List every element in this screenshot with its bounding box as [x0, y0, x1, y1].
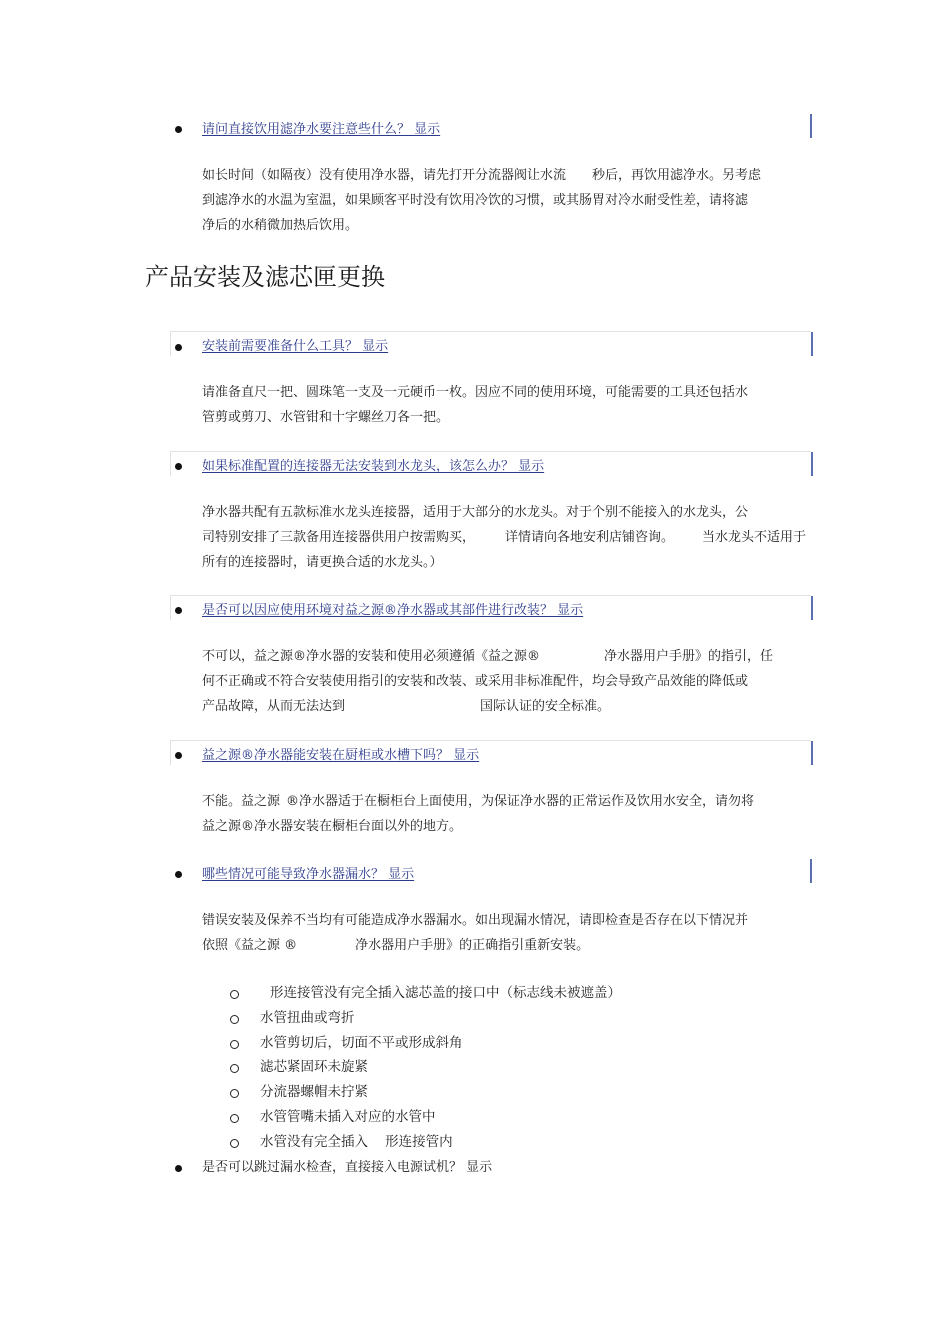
sub-list-item: 水管管嘴未插入对应的水管中: [260, 1109, 436, 1125]
frame-edge: [811, 452, 813, 476]
faq-question-link[interactable]: 益之源®净水器能安装在厨柜或水槽下吗？ 显示: [202, 748, 480, 763]
answer-text: 如长时间（如隔夜）没有使用净水器，请先打开分流器阀让水流: [202, 168, 567, 183]
answer-text: 不可以，益之源®净水器的安装和使用必须遵循《益之源®: [202, 649, 541, 664]
answer-text: 产品故障，从而无法达到: [202, 699, 346, 714]
bullet: [175, 126, 182, 133]
section-title: 产品安装及滤芯匣更换: [145, 263, 385, 291]
answer-text: 司特别安排了三款备用连接器供用户按需购买，: [202, 530, 476, 545]
answer-text: 何不正确或不符合安装使用指引的安装和改装、或采用非标准配件，均会导致产品效能的降低或: [202, 674, 749, 689]
faq-question-link[interactable]: 是否可以跳过漏水检查，直接接入电源试机？ 显示: [202, 1160, 493, 1175]
answer-text: ®净水器适于在橱柜台上面使用，为保证净水器的正常运作及饮用水安全，请勿将: [286, 794, 755, 809]
sub-list-item: 形连接管没有完全插入滤芯盖的接口中（标志线未被遮盖）: [270, 985, 621, 1001]
answer-text: 秒后，再饮用滤净水。另考虑: [592, 168, 762, 183]
answer-text: 净水器用户手册》的正确指引重新安装。: [355, 938, 590, 953]
answer-text: 净水器用户手册》的指引，任: [604, 649, 774, 664]
frame-edge: [811, 741, 813, 765]
faq-question-link[interactable]: 请问直接饮用滤净水要注意些什么？ 显示: [202, 122, 441, 137]
sub-bullet: [230, 990, 239, 999]
answer-text: 净后的水稍微加热后饮用。: [202, 218, 359, 233]
bullet: [175, 463, 182, 470]
frame-edge: [811, 596, 813, 620]
sub-bullet: [230, 1040, 239, 1049]
frame-edge: [811, 332, 813, 356]
sub-list-item: 分流器螺帽未拧紧: [260, 1084, 368, 1100]
bullet: [175, 607, 182, 614]
faq-question-link[interactable]: 如果标准配置的连接器无法安装到水龙头，该怎么办？ 显示: [202, 459, 545, 474]
answer-text: 管剪或剪刀、水管钳和十字螺丝刀各一把。: [202, 410, 450, 425]
sub-bullet: [230, 1089, 239, 1098]
faq-answer-6: [202, 908, 748, 958]
sub-list-item: 水管扭曲或弯折: [260, 1010, 355, 1026]
faq-answer-5: [202, 789, 754, 839]
answer-text: 当水龙头不适用于: [702, 530, 807, 545]
sub-bullet: [230, 1139, 239, 1148]
faq-answer-4: [202, 644, 773, 719]
frame-edge: [810, 114, 812, 138]
answer-text: 益之源®净水器安装在橱柜台面以外的地方。: [202, 819, 463, 834]
answer-text: 详情请向各地安利店铺咨询。: [505, 530, 675, 545]
answer-text: 错误安装及保养不当均有可能造成净水器漏水。如出现漏水情况，请即检查是否存在以下情况并: [202, 913, 749, 928]
sub-bullet: [230, 1015, 239, 1024]
bullet: [175, 1165, 182, 1172]
faq-answer-3: [202, 500, 806, 575]
answer-text: 净水器共配有五款标准水龙头连接器，适用于大部分的水龙头。对于个别不能接入的水龙头，公: [202, 505, 749, 520]
faq-question-link[interactable]: 哪些情况可能导致净水器漏水？ 显示: [202, 867, 415, 882]
sub-list-item: 水管没有完全插入 形连接管内: [260, 1134, 453, 1150]
bullet: [175, 752, 182, 759]
sub-bullet: [230, 1114, 239, 1123]
faq-question-link[interactable]: 安装前需要准备什么工具？ 显示: [202, 339, 389, 354]
sub-list-item: 水管剪切后，切面不平或形成斜角: [260, 1035, 463, 1051]
frame-edge: [810, 859, 812, 883]
answer-text: 所有的连接器时，请更换合适的水龙头。）: [202, 555, 443, 570]
bullet: [175, 344, 182, 351]
sub-bullet: [230, 1064, 239, 1073]
faq-answer-2: [202, 380, 748, 430]
faq-question-link[interactable]: 是否可以因应使用环境对益之源®净水器或其部件进行改装？ 显示: [202, 603, 584, 618]
answer-text: 请准备直尺一把、圆珠笔一支及一元硬币一枚。因应不同的使用环境，可能需要的工具还包括水: [202, 385, 749, 400]
bullet: [175, 871, 182, 878]
answer-text: 国际认证的安全标准。: [480, 699, 611, 714]
answer-text: 到滤净水的水温为室温，如果顾客平时没有饮用冷饮的习惯，或其肠胃对冷水耐受性差，请将滤: [202, 193, 749, 208]
faq-answer-1: [202, 163, 761, 238]
answer-text: 不能。益之源: [202, 794, 281, 809]
answer-text: 依照《益之源 ®: [202, 938, 298, 953]
sub-list-item: 滤芯紧固环未旋紧: [260, 1059, 368, 1075]
